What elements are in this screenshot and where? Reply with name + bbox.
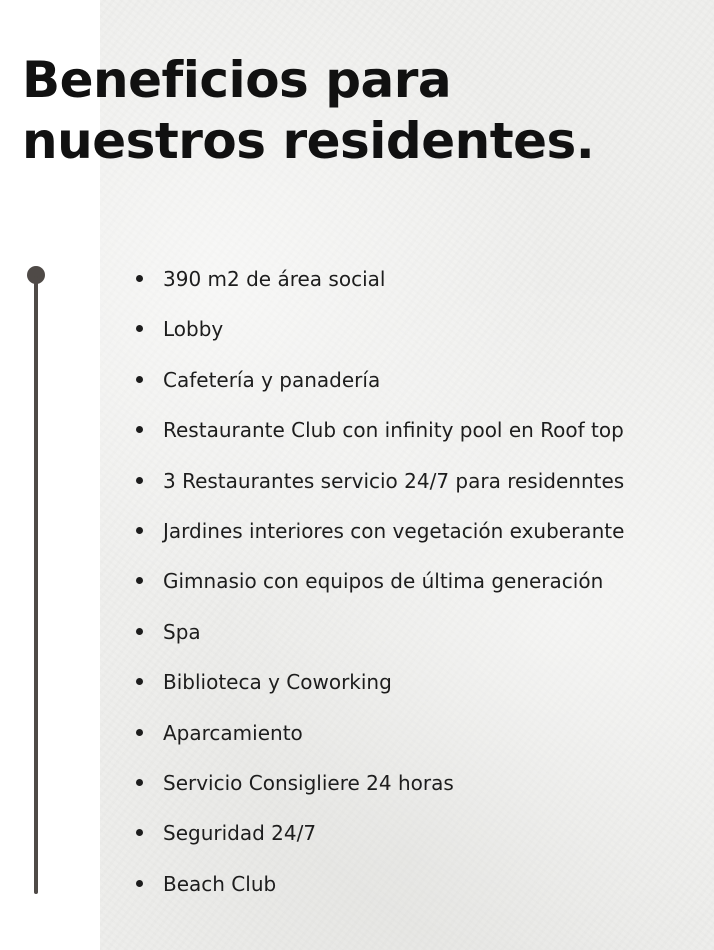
bullet-icon	[136, 275, 143, 282]
bullet-icon	[136, 880, 143, 887]
timeline-decoration	[27, 266, 47, 896]
benefit-item-restaurants-24-7	[132, 464, 702, 514]
benefit-label: Jardines interiores con vegetación exuberante	[163, 518, 625, 543]
page-title-line-1: Beneficios para	[22, 51, 452, 109]
benefit-item-security	[132, 816, 702, 866]
benefit-item-social-area	[132, 262, 702, 312]
benefit-item-library-coworking	[132, 665, 702, 715]
bullet-icon	[136, 729, 143, 736]
benefit-label: 3 Restaurantes servicio 24/7 para residenntes	[163, 468, 625, 493]
benefit-label: Lobby	[163, 317, 224, 342]
bullet-icon	[136, 577, 143, 584]
benefit-item-spa	[132, 615, 702, 665]
benefit-item-restaurant-club	[132, 413, 702, 463]
timeline-line	[34, 276, 38, 894]
benefit-label: Spa	[163, 619, 201, 644]
benefits-list	[132, 262, 702, 917]
benefit-label: Beach Club	[163, 871, 277, 896]
benefit-label: Biblioteca y Coworking	[163, 670, 392, 695]
bullet-icon	[136, 527, 143, 534]
benefit-item-lobby	[132, 312, 702, 362]
benefit-label: Cafetería y panadería	[163, 367, 381, 392]
bullet-icon	[136, 426, 143, 433]
benefit-item-consigliere	[132, 766, 702, 816]
benefit-item-gym	[132, 564, 702, 614]
benefit-label: Restaurante Club con infinity pool en Roof top	[163, 418, 624, 443]
benefit-item-gardens	[132, 514, 702, 564]
benefit-item-beach-club	[132, 867, 702, 917]
bullet-icon	[136, 376, 143, 383]
benefit-label: Servicio Consigliere 24 horas	[163, 770, 454, 795]
benefit-item-parking	[132, 716, 702, 766]
bullet-icon	[136, 325, 143, 332]
benefit-label: Gimnasio con equipos de última generación	[163, 569, 604, 594]
benefit-label: 390 m2 de área social	[163, 267, 386, 291]
benefit-item-cafe-bakery	[132, 363, 702, 413]
benefit-label: Aparcamiento	[163, 720, 303, 745]
bullet-icon	[136, 477, 143, 484]
bullet-icon	[136, 628, 143, 635]
bullet-icon	[136, 678, 143, 685]
page-title-line-2: nuestros residentes.	[22, 112, 595, 170]
benefit-label: Seguridad 24/7	[163, 821, 317, 846]
bullet-icon	[136, 829, 143, 836]
bullet-icon	[136, 779, 143, 786]
page-title	[22, 50, 594, 172]
